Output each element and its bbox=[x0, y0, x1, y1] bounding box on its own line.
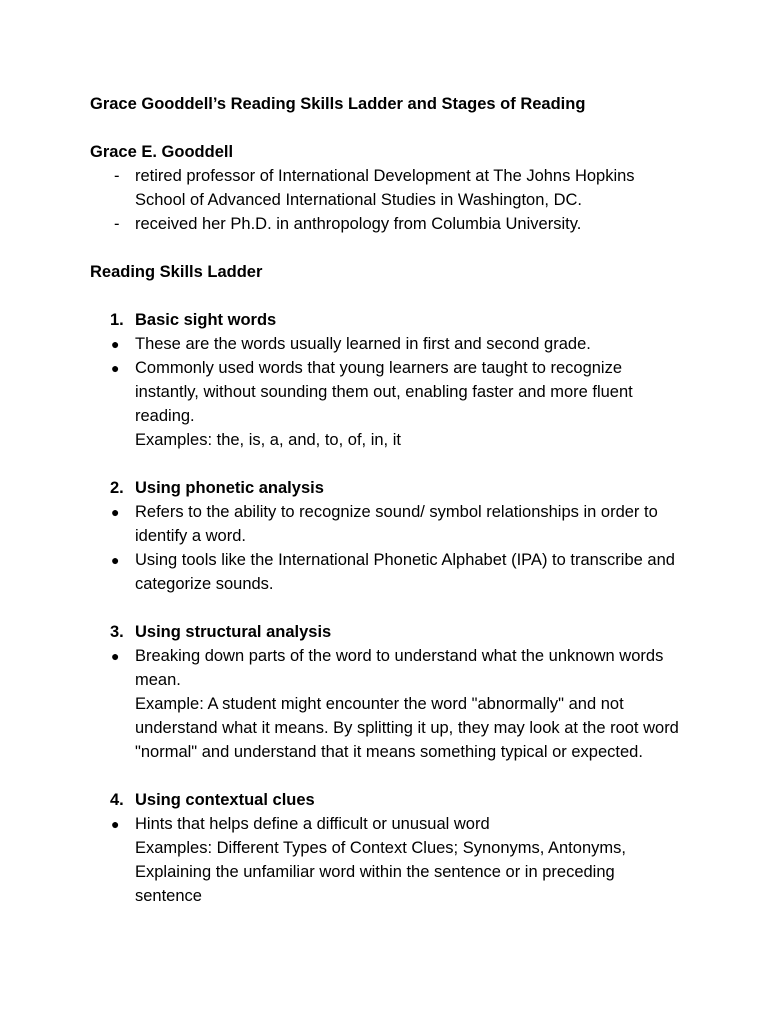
bullet-text: Breaking down parts of the word to understand what the unknown words mean. bbox=[135, 647, 664, 689]
bullet-icon: ● bbox=[111, 816, 120, 832]
bullet-item bbox=[90, 500, 680, 548]
skill-heading bbox=[90, 476, 680, 500]
bullet-item bbox=[90, 332, 680, 356]
bullet-examples: Examples: Different Types of Context Clues; Synonyms, Antonyms, Explaining the unfamiliar word within the sentence or in preceding sentence bbox=[135, 839, 626, 905]
document-title: Grace Gooddell’s Reading Skills Ladder and Stages of Reading bbox=[90, 95, 586, 113]
skill-item bbox=[90, 476, 680, 596]
bullet-text: Refers to the ability to recognize sound/ symbol relationships in order to identify a word. bbox=[135, 503, 658, 545]
bullet-icon: ● bbox=[111, 336, 120, 352]
skill-heading bbox=[90, 788, 680, 812]
bullet-text: Hints that helps define a difficult or unusual word bbox=[135, 815, 490, 833]
skill-heading bbox=[90, 620, 680, 644]
author-facts-list bbox=[90, 164, 680, 236]
skill-title: Using phonetic analysis bbox=[135, 479, 324, 497]
skill-title: Basic sight words bbox=[135, 311, 277, 329]
skill-title: Using structural analysis bbox=[135, 623, 332, 641]
skill-number: 4. bbox=[110, 791, 124, 809]
skill-number: 1. bbox=[110, 311, 124, 329]
skill-heading bbox=[90, 308, 680, 332]
author-name: Grace E. Gooddell bbox=[90, 143, 234, 161]
skill-number: 2. bbox=[110, 479, 124, 497]
bullet-item bbox=[90, 548, 680, 596]
skill-bullets bbox=[90, 812, 680, 908]
bullet-text: Using tools like the International Phonetic Alphabet (IPA) to transcribe and categorize sounds. bbox=[135, 551, 675, 593]
bullet-example: Example: A student might encounter the word "abnormally" and not understand what it means. By splitting it up, they may look at the root word "normal" and understand that it means something typical or expected. bbox=[135, 695, 679, 761]
skill-bullets bbox=[90, 644, 680, 764]
bullet-examples: Examples: the, is, a, and, to, of, in, it bbox=[135, 431, 401, 449]
skill-bullets bbox=[90, 500, 680, 596]
bullet-item bbox=[90, 356, 680, 452]
bullet-icon: ● bbox=[111, 648, 120, 664]
skill-item bbox=[90, 620, 680, 764]
bullet-text: Commonly used words that young learners are taught to recognize instantly, without sounding them out, enabling faster and more fluent reading. bbox=[135, 359, 633, 425]
bullet-icon: ● bbox=[111, 360, 120, 376]
author-fact: - received her Ph.D. in anthropology from Columbia University. bbox=[90, 212, 680, 236]
bullet-item bbox=[90, 812, 680, 908]
skill-item bbox=[90, 308, 680, 452]
document-body bbox=[90, 92, 680, 908]
section-heading: Reading Skills Ladder bbox=[90, 263, 263, 281]
skill-title: Using contextual clues bbox=[135, 791, 315, 809]
author-fact: - retired professor of International Development at The Johns Hopkins School of Advanced International Studies in Washington, DC. bbox=[90, 164, 680, 212]
bullet-item bbox=[90, 644, 680, 764]
bullet-icon: ● bbox=[111, 504, 120, 520]
bullet-icon: ● bbox=[111, 552, 120, 568]
bullet-text: These are the words usually learned in first and second grade. bbox=[135, 335, 591, 353]
skill-item bbox=[90, 788, 680, 908]
skill-bullets bbox=[90, 332, 680, 452]
skill-number: 3. bbox=[110, 623, 124, 641]
